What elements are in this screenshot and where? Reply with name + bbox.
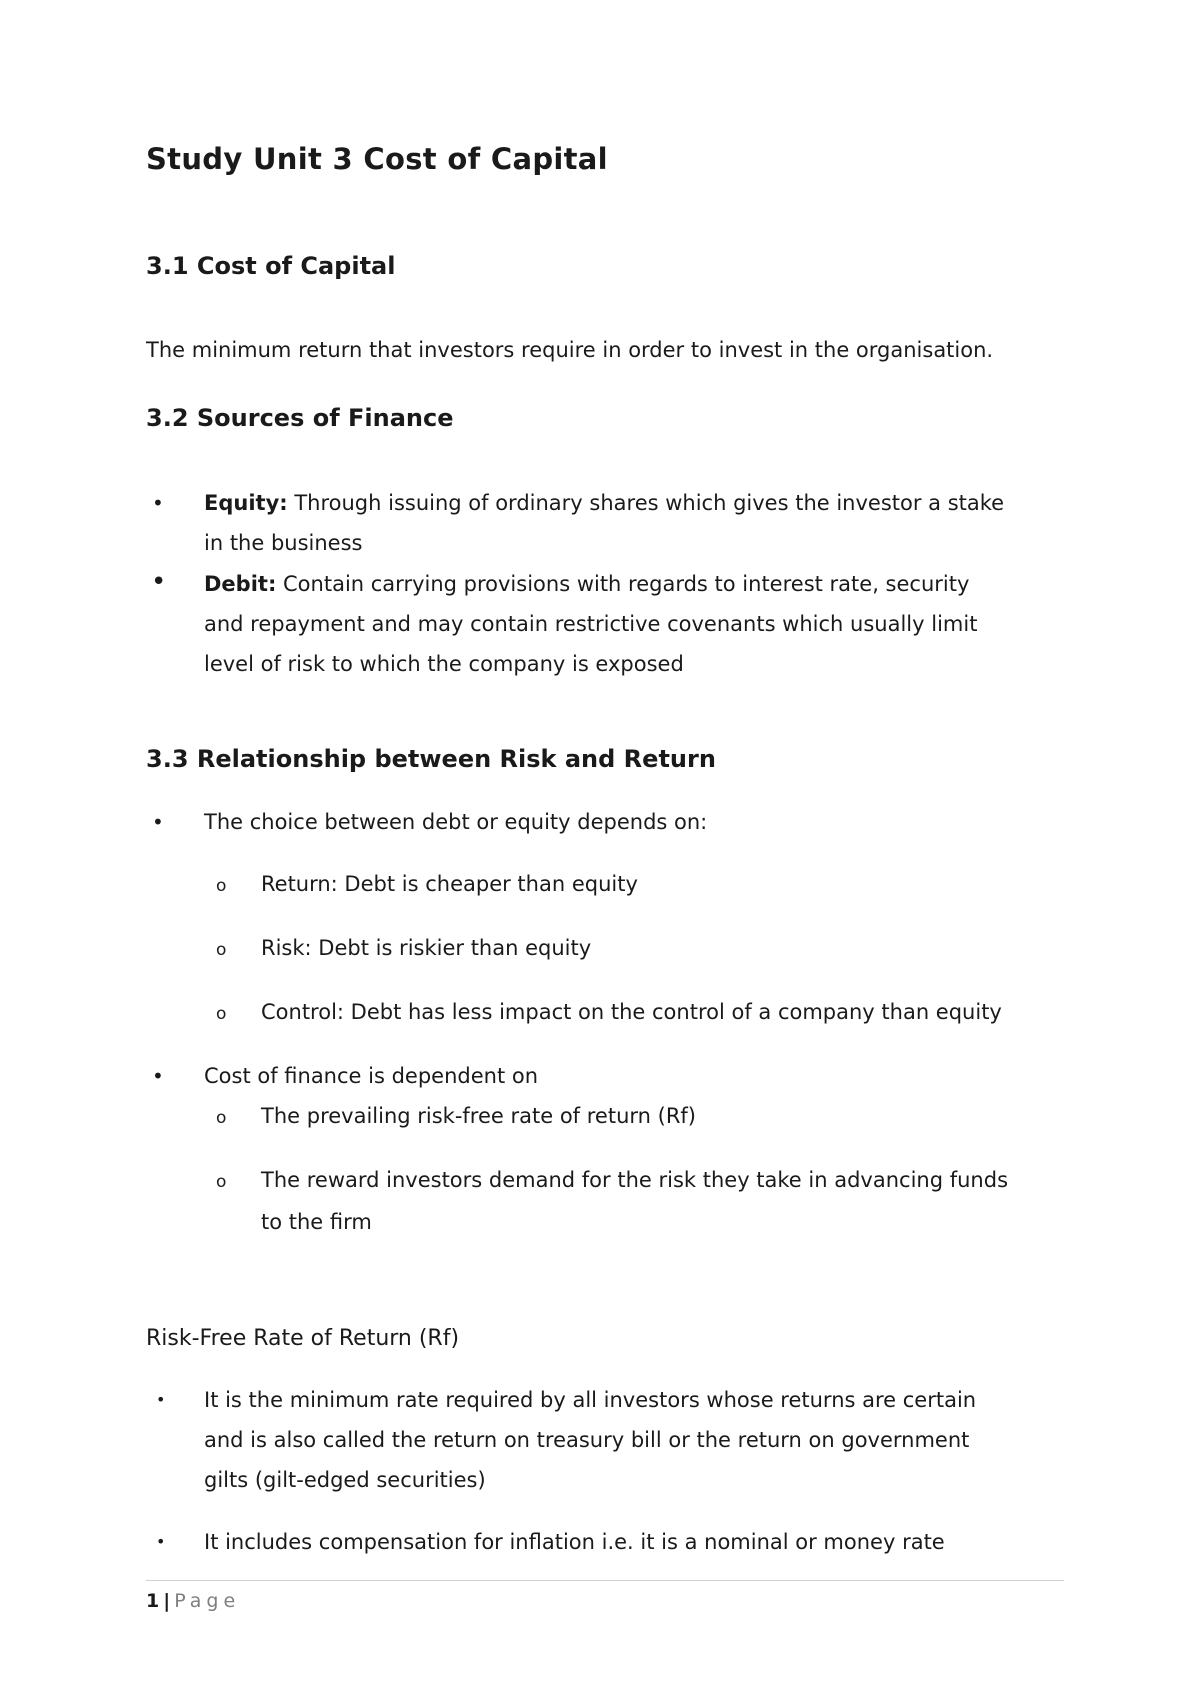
sub-bullet-glyph: o: [216, 940, 227, 960]
bullet-glyph: •: [152, 810, 164, 834]
riskfree-item-1-line-2: and is also called the return on treasury bill or the return on government: [204, 1428, 970, 1452]
riskfree-item-1-line-3: gilts (gilt-edged securities): [204, 1468, 486, 1492]
sub-bullet-glyph: o: [216, 1004, 227, 1024]
sub-bullet-glyph: o: [216, 1172, 227, 1192]
debit-term: Debit:: [204, 572, 277, 596]
risk-sub-item: Risk: Debt is riskier than equity: [261, 936, 592, 960]
debit-line-1: [204, 564, 969, 604]
sub-bullet-glyph: o: [216, 876, 227, 896]
equity-line-1: [204, 483, 1004, 523]
debit-line-2: and repayment and may contain restrictive covenants which usually limit: [204, 612, 978, 636]
bullet-glyph: •: [156, 1390, 166, 1409]
bullet-glyph: •: [156, 1532, 166, 1551]
control-sub-item: Control: Debt has less impact on the control of a company than equity: [261, 1000, 1002, 1024]
debit-text: Contain carrying provisions with regards to interest rate, security: [276, 572, 970, 596]
riskfree-sub-item: The prevailing risk-free rate of return (Rf): [261, 1104, 697, 1128]
riskfree-item-1-line-1: It is the minimum rate required by all investors whose returns are certain: [204, 1388, 977, 1412]
equity-line-2: in the business: [204, 531, 363, 555]
equity-term: Equity:: [204, 491, 288, 515]
reward-sub-item-line-1: The reward investors demand for the risk they take in advancing funds: [261, 1168, 1009, 1192]
footer-divider: [146, 1580, 1064, 1581]
sub-bullet-glyph: o: [216, 1108, 227, 1128]
return-sub-item: Return: Debt is cheaper than equity: [261, 872, 638, 896]
equity-text: Through issuing of ordinary shares which gives the investor a stake: [287, 491, 1005, 515]
section-3-2-heading: 3.2 Sources of Finance: [146, 404, 454, 432]
bullet-glyph: •: [152, 1064, 164, 1088]
page-label: Page: [174, 1590, 241, 1612]
riskfree-heading: Risk-Free Rate of Return (Rf): [146, 1326, 460, 1351]
page-number: 1: [146, 1590, 160, 1612]
choice-bullet-text: The choice between debt or equity depends on:: [204, 810, 708, 834]
section-3-1-text: The minimum return that investors require in order to invest in the organisation.: [146, 338, 994, 362]
reward-sub-item-line-2: to the firm: [261, 1210, 372, 1234]
bullet-glyph: •: [152, 491, 164, 515]
page-footer: [146, 1586, 240, 1616]
riskfree-item-2: It includes compensation for inflation i.e. it is a nominal or money rate: [204, 1530, 945, 1554]
section-3-1-heading: 3.1 Cost of Capital: [146, 252, 396, 280]
section-3-3-heading: 3.3 Relationship between Risk and Return: [146, 745, 716, 773]
debit-line-3: level of risk to which the company is exposed: [204, 652, 684, 676]
footer-separator: |: [163, 1590, 171, 1612]
cost-bullet-text: Cost of finance is dependent on: [204, 1064, 539, 1088]
document-title: Study Unit 3 Cost of Capital: [146, 142, 608, 176]
bullet-glyph: •: [151, 567, 167, 597]
